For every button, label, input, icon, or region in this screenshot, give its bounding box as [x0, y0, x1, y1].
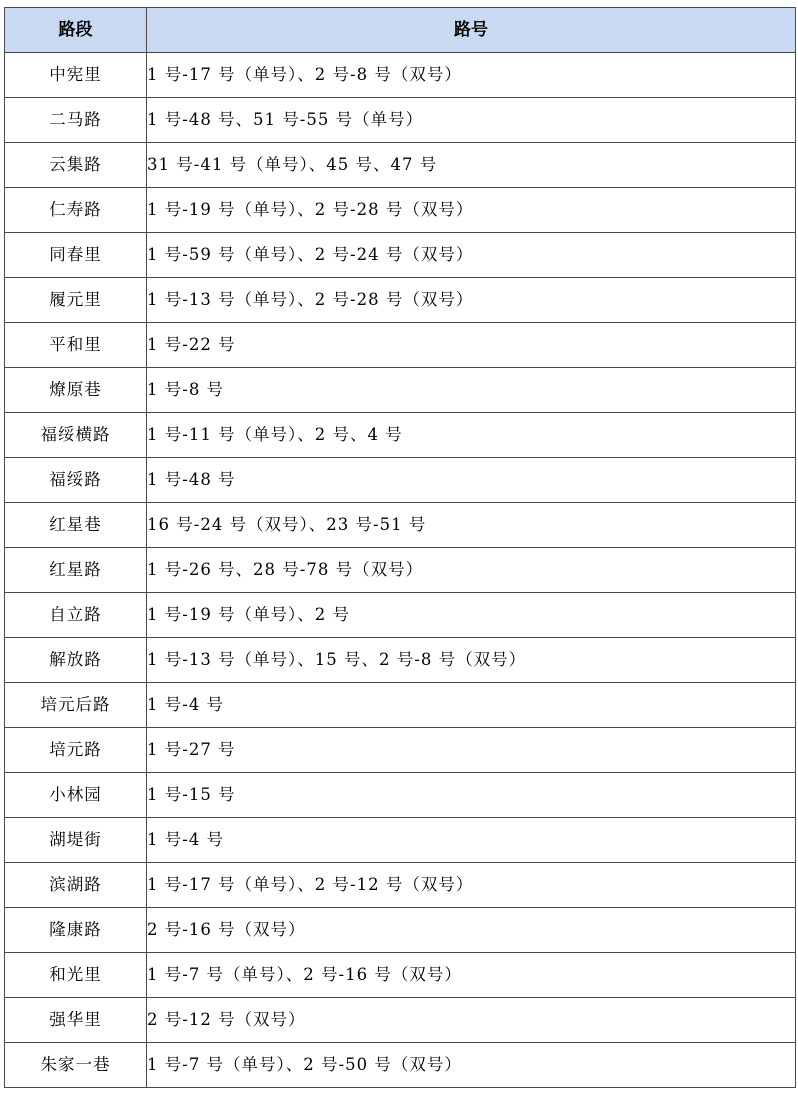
road-name-cell: 红星路: [5, 548, 147, 593]
road-name-cell: 小林园: [5, 773, 147, 818]
table-row: [5, 143, 796, 188]
table-row: [5, 863, 796, 908]
road-number-range-cell: 1 号-13 号（单号）、2 号-28 号（双号）: [147, 278, 796, 323]
road-number-range-cell: 1 号-13 号（单号）、15 号、2 号-8 号（双号）: [147, 638, 796, 683]
road-number-range-cell: 1 号-48 号、51 号-55 号（单号）: [147, 98, 796, 143]
road-name-cell: 湖堤街: [5, 818, 147, 863]
column-header-numbers: 路号: [147, 8, 796, 53]
table-row: [5, 548, 796, 593]
table-row: [5, 53, 796, 98]
road-name-cell: 二马路: [5, 98, 147, 143]
table-row: [5, 368, 796, 413]
road-name-cell: 福绥横路: [5, 413, 147, 458]
road-name-cell: 培元路: [5, 728, 147, 773]
road-number-range-cell: 2 号-12 号（双号）: [147, 998, 796, 1043]
road-number-range-cell: 1 号-59 号（单号）、2 号-24 号（双号）: [147, 233, 796, 278]
table-body: [5, 53, 796, 1088]
road-name-cell: 云集路: [5, 143, 147, 188]
table-row: [5, 728, 796, 773]
road-number-range-cell: 1 号-19 号（单号）、2 号-28 号（双号）: [147, 188, 796, 233]
road-name-cell: 中宪里: [5, 53, 147, 98]
road-name-cell: 和光里: [5, 953, 147, 998]
road-number-range-cell: 1 号-7 号（单号）、2 号-16 号（双号）: [147, 953, 796, 998]
road-name-cell: 滨湖路: [5, 863, 147, 908]
road-number-range-cell: 1 号-19 号（单号）、2 号: [147, 593, 796, 638]
road-number-range-cell: 1 号-4 号: [147, 818, 796, 863]
road-number-range-cell: 1 号-11 号（单号）、2 号、4 号: [147, 413, 796, 458]
road-number-table: [4, 7, 796, 1088]
road-name-cell: 同春里: [5, 233, 147, 278]
road-name-cell: 平和里: [5, 323, 147, 368]
road-number-range-cell: 2 号-16 号（双号）: [147, 908, 796, 953]
table-row: [5, 278, 796, 323]
road-name-cell: 强华里: [5, 998, 147, 1043]
road-number-range-cell: 1 号-17 号（单号）、2 号-8 号（双号）: [147, 53, 796, 98]
table-row: [5, 998, 796, 1043]
table-row: [5, 638, 796, 683]
table-row: [5, 323, 796, 368]
road-number-range-cell: 1 号-8 号: [147, 368, 796, 413]
table-row: [5, 503, 796, 548]
road-number-range-cell: 1 号-26 号、28 号-78 号（双号）: [147, 548, 796, 593]
road-number-range-cell: 1 号-17 号（单号）、2 号-12 号（双号）: [147, 863, 796, 908]
road-number-range-cell: 1 号-27 号: [147, 728, 796, 773]
table-row: [5, 233, 796, 278]
road-number-range-cell: 16 号-24 号（双号）、23 号-51 号: [147, 503, 796, 548]
table-row: [5, 953, 796, 998]
road-name-cell: 燎原巷: [5, 368, 147, 413]
road-name-cell: 朱家一巷: [5, 1043, 147, 1088]
road-name-cell: 培元后路: [5, 683, 147, 728]
road-name-cell: 自立路: [5, 593, 147, 638]
table-row: [5, 908, 796, 953]
table-row: [5, 593, 796, 638]
table-row: [5, 98, 796, 143]
road-number-range-cell: 1 号-15 号: [147, 773, 796, 818]
road-number-range-cell: 31 号-41 号（单号）、45 号、47 号: [147, 143, 796, 188]
road-name-cell: 隆康路: [5, 908, 147, 953]
table-row: [5, 683, 796, 728]
road-name-cell: 红星巷: [5, 503, 147, 548]
road-number-range-cell: 1 号-4 号: [147, 683, 796, 728]
road-name-cell: 仁寿路: [5, 188, 147, 233]
road-number-range-cell: 1 号-48 号: [147, 458, 796, 503]
table-row: [5, 818, 796, 863]
table-row: [5, 458, 796, 503]
table-row: [5, 413, 796, 458]
table-row: [5, 1043, 796, 1088]
road-number-range-cell: 1 号-22 号: [147, 323, 796, 368]
table-header: [5, 8, 796, 53]
table-row: [5, 773, 796, 818]
table-row: [5, 188, 796, 233]
road-name-cell: 解放路: [5, 638, 147, 683]
column-header-road: 路段: [5, 8, 147, 53]
header-row: [5, 8, 796, 53]
road-name-cell: 福绥路: [5, 458, 147, 503]
road-number-range-cell: 1 号-7 号（单号）、2 号-50 号（双号）: [147, 1043, 796, 1088]
road-name-cell: 履元里: [5, 278, 147, 323]
